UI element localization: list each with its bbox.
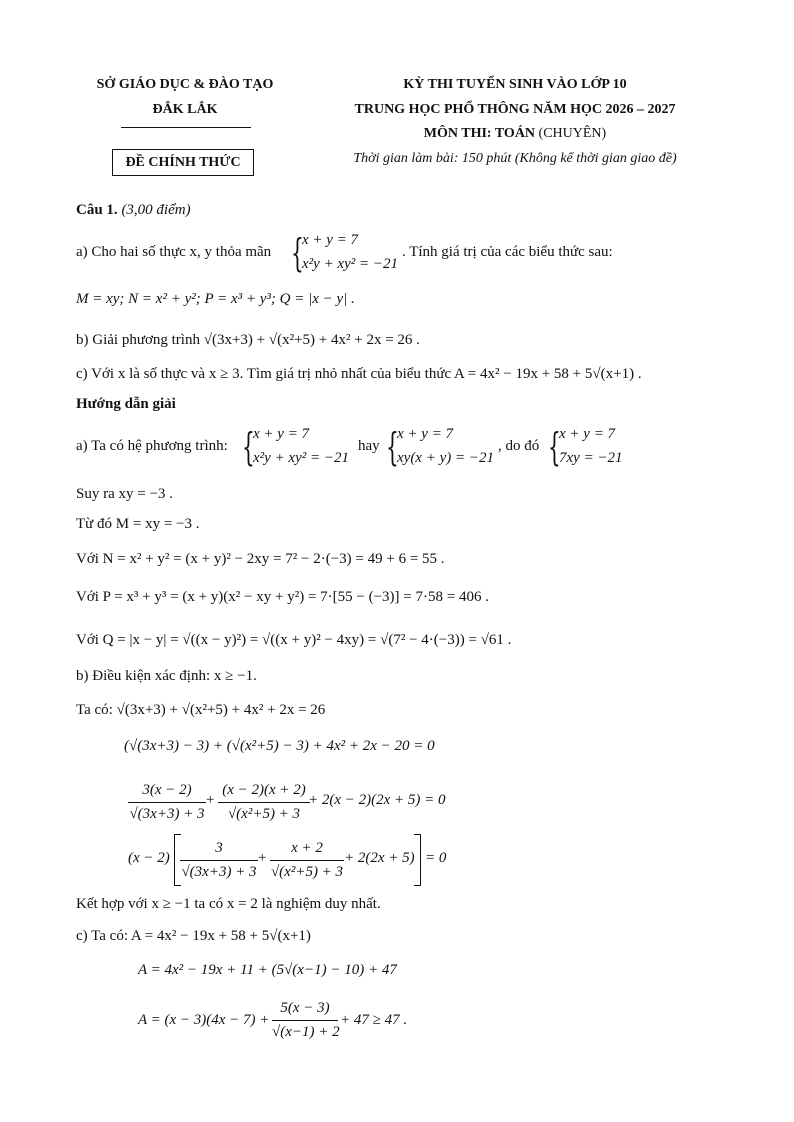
system1-eq1: x + y = 7 [253, 426, 310, 442]
system2-eq1: x + y = 7 [397, 426, 454, 442]
dept-name-line1: SỞ GIÁO DỤC & ĐÀO TẠO [96, 77, 274, 92]
question-a-expressions: M = xy; N = x² + y²; P = x³ + y³; Q = |x − y| . [76, 291, 355, 307]
solution-c-taco: c) Ta có: A = 4x² − 19x + 58 + 5√(x+1) [76, 928, 311, 944]
question-b: b) Giải phương trình √(3x+3) + √(x²+5) + 4x² + 2x = 26 . [76, 332, 420, 348]
fraction-numerator: 5(x − 3) [280, 1000, 330, 1016]
subject-rest: (CHUYÊN) [535, 126, 607, 141]
fraction-numerator: x + 2 [291, 840, 323, 856]
question-a-prefix: a) Cho hai số thực x, y thỏa mãn [76, 244, 272, 260]
solution-c-step1: A = 4x² − 19x + 11 + (5√(x−1) − 10) + 47 [138, 962, 397, 978]
system3-eq1: x + y = 7 [559, 426, 616, 442]
fraction-bar [272, 1020, 338, 1021]
fraction-numerator: (x − 2)(x + 2) [222, 782, 306, 798]
solution-P: Với P = x³ + y³ = (x + y)(x² − xy + y²) = 7·[55 − (−3)] = 7·58 = 406 . [76, 589, 489, 605]
solution-N: Với N = x² + y² = (x + y)² − 2xy = 7² − 2·(−3) = 49 + 6 = 55 . [76, 551, 445, 567]
fraction-denominator: √(3x+3) + 3 [181, 864, 257, 880]
fraction-denominator: √(3x+3) + 3 [129, 806, 205, 822]
solution-heading: Hướng dẫn giải [76, 396, 176, 412]
exam-title-line1: KỲ THI TUYỂN SINH VÀO LỚP 10 [403, 77, 627, 92]
system1-eq2: x²y + xy² = −21 [253, 450, 349, 466]
solution-M: Từ đó M = xy = −3 . [76, 516, 200, 532]
exam-duration: Thời gian làm bài: 150 phút (Không kể thời gian giao đề) [353, 151, 677, 166]
question-c: c) Với x là số thực và x ≥ 3. Tìm giá trị nhỏ nhất của biểu thức A = 4x² − 19x + 58 + 5√(x+1) . [76, 366, 642, 382]
system-brace: { [242, 424, 255, 470]
solution-b-conclusion: Kết hợp với x ≥ −1 ta có x = 2 là nghiệm duy nhất. [76, 896, 381, 912]
solution-a-intro: a) Ta có hệ phương trình: [76, 438, 228, 454]
system-brace: { [548, 424, 561, 470]
system-brace: { [291, 230, 304, 276]
exam-title-line2: TRUNG HỌC PHỔ THÔNG NĂM HỌC 2026 – 2027 [354, 102, 676, 117]
word-do-do: , do đó [498, 438, 540, 454]
solution-b-step3-end: = 0 [425, 850, 447, 866]
fraction-bar [180, 860, 258, 861]
subject-line [320, 126, 710, 142]
fraction-bar [270, 860, 344, 861]
solution-b-taco: Ta có: √(3x+3) + √(x²+5) + 4x² + 2x = 26 [76, 702, 326, 718]
solution-b-step3-head: (x − 2) [128, 850, 170, 866]
system2-eq2: xy(x + y) = −21 [397, 450, 494, 466]
fraction-denominator: √(x²+5) + 3 [270, 864, 344, 880]
official-stamp-box [112, 149, 254, 176]
question-a-eq1: x + y = 7 [302, 232, 359, 248]
solution-c-step2-tail: + 47 ≥ 47 . [340, 1012, 408, 1028]
official-label: ĐỀ CHÍNH THỨC [125, 155, 241, 170]
header-divider [121, 127, 251, 128]
solution-Q: Với Q = |x − y| = √((x − y)²) = √((x + y)² − 4xy) = √(7² − 4·(−3)) = √61 . [76, 632, 512, 648]
solution-xy: Suy ra xy = −3 . [76, 486, 173, 502]
solution-b-step3-tail: + 2(2x + 5) [344, 850, 415, 866]
question-a-eq2: x²y + xy² = −21 [302, 256, 398, 272]
solution-b-step1: (√(3x+3) − 3) + (√(x²+5) − 3) + 4x² + 2x − 20 = 0 [124, 738, 435, 754]
solution-b-step2-tail: + 2(x − 2)(2x + 5) = 0 [308, 792, 446, 808]
subject-bold: MÔN THI: TOÁN [423, 126, 536, 141]
question-heading [76, 202, 191, 219]
fraction-numerator: 3(x − 2) [142, 782, 192, 798]
dept-name-line2: ĐẮK LẮK [152, 102, 218, 117]
solution-b-condition: b) Điều kiện xác định: x ≥ −1. [76, 668, 257, 684]
plus-sign: + [258, 850, 267, 866]
fraction-denominator: √(x²+5) + 3 [227, 806, 301, 822]
bracket-right [414, 834, 421, 886]
question-a-suffix: . Tính giá trị của các biểu thức sau: [402, 244, 613, 260]
question-points: (3,00 điểm) [117, 202, 191, 218]
system-brace: { [386, 424, 399, 470]
fraction-denominator: √(x−1) + 2 [272, 1024, 340, 1040]
word-hay: hay [358, 438, 380, 454]
system3-eq2: 7xy = −21 [559, 450, 623, 466]
fraction-bar [218, 802, 310, 803]
question-title: Câu 1. [76, 202, 118, 218]
plus-sign: + [206, 792, 215, 808]
solution-c-step2-head: A = (x − 3)(4x − 7) + [138, 1012, 270, 1028]
fraction-bar [128, 802, 206, 803]
fraction-numerator: 3 [215, 840, 223, 856]
